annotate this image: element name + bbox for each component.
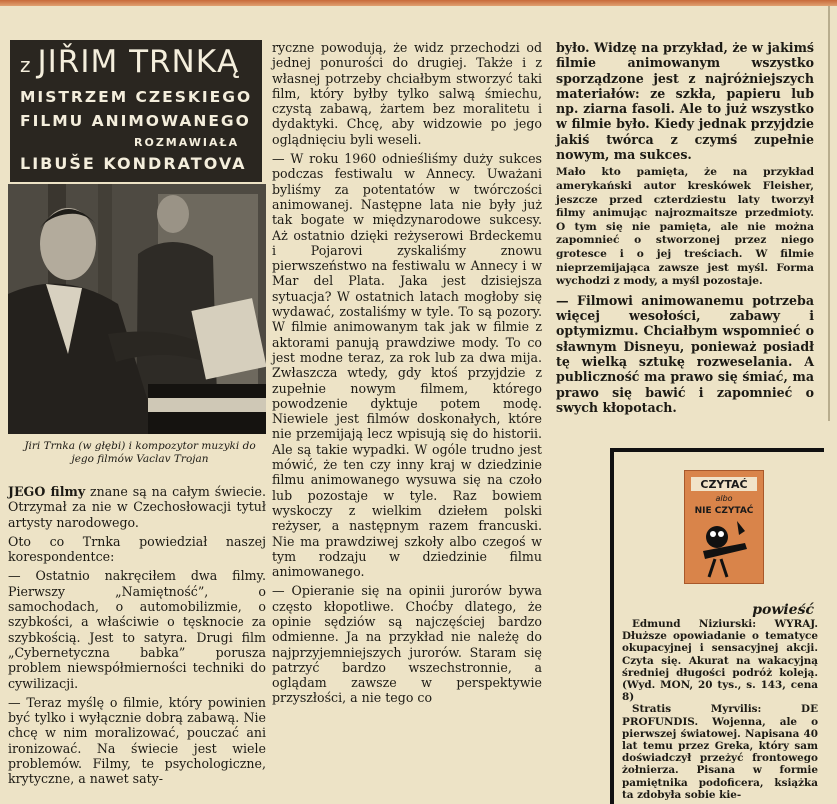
photo-illustration [8, 184, 266, 434]
article-column-1 [8, 484, 266, 787]
article-column-3 [556, 40, 814, 415]
logo-text-top: CZYTAĆ [700, 478, 748, 491]
paragraph: — W roku 1960 odnieśliśmy duży sukces podczas festiwalu w Annecy. Uważani byliśmy za potentatów w twórczości animowanej. Następne lata nie były już tak bogate w międzynarodowe sukcesy. Aż ostatnio dzięki reżyserowi Brdeckemu i Pojarovi zyskaliśmy znowu pierwszeństwo na festiwalu w Annecy i w Mar del Plata. Jaka jest dzisiejsza sytuacja? W ostatnich latach mogłoby się wydawać, zostaliśmy w tyle. To są pozory. W filmie animowanym tak jak w filmie z aktorami panują prawdziwe mody. To co jest modne teraz, za rok lub za dwa mija. Zwłaszcza wtedy, gdy ktoś przyjdzie z zupełnie nowym filmem, którego powodzenie dyktuje potem modę. Niewiele jest filmów doskonałych, które nie przemijają lecz wpisują się do historii. Ale są takie wypadki. W ogóle trudno jest mówić, że ten czy inny kraj w dziedzinie filmu animowanego wysuwa się na czoło lub pozostaje w tyle. Raz bowiem wyskoczy z wielkim dziełem polski reżyser, a następnym razem francuski. Nie ma prawdziwej szkoły albo czegoś w tym rodzaju w dziedzinie filmu animowanego. [272, 151, 542, 580]
paragraph: ryczne powodują, że widz przechodzi od jednej ponurości do drugiej. Także i z własnej potrzeby chciałbym stworzyć taki film, który byłby tylko salwą śmiechu, czystą zabawą, żartem bez moralitetu i dydaktyki. Chcę, aby widzowie po jego oglądnięciu byli weseli. [272, 40, 542, 147]
article-title-block [10, 40, 262, 182]
lead-rest-text: znane są na całym świecie. Otrzymał za nie w Czechosłowacji tytuł artysty narodowego. [8, 484, 266, 530]
review-author: Stratis Myrvilis: [632, 703, 762, 716]
article-title [20, 44, 239, 80]
article-column-2 [272, 40, 542, 706]
review-text: DE PROFUNDIS. Wojenna, ale o pierwszej światowej. Napisana 40 lat temu przez Greka, który sam doświadczył przeżyć frontowego żołnierza. Pisana w formie pamiętnika podoficera, książka ta zdobyła sobie kie- [622, 703, 818, 801]
byline-author: LIBUŠE KONDRATOVA [20, 154, 247, 173]
czytac-logo-icon [685, 471, 763, 583]
lead-paragraph [8, 484, 266, 530]
paragraph-small: Mało kto pamięta, że na przykład amerykański autor kreskówek Fleisher, jeszcze przed czterdziestu laty tworzył filmy animując najrozmaitsze przedmioty. O tym się nie pamięta, ale nie można zapomnieć o stworzonej przez niego grotesce i o jej treściach. W filmie nieprzemijająca zawsze jest myśl. Forma wychodzi z mody, a myśl pozostaje. [556, 166, 814, 288]
byline-label: ROZMAWIAŁA [134, 136, 240, 149]
review-box [610, 448, 824, 804]
paragraph: — Teraz myślę o filmie, który powinien być tylko i wyłącznie dobrą zabawą. Nie chcę w nim moralizować, pouczać ani ironizować. Na świecie jest wiele problemów. Filmy, te psychologiczne, krytyczne, a nawet saty- [8, 694, 266, 787]
title-name: JIŘIM TRNKĄ [37, 44, 240, 80]
title-prefix: z [20, 53, 32, 77]
page-top-strip [0, 0, 837, 6]
logo-text-mid: albo [715, 494, 733, 503]
logo-text-bottom: NIE CZYTAĆ [694, 506, 754, 516]
photo-trnka-trojan [8, 184, 266, 434]
paragraph: — Ostatnio nakręciłem dwa filmy. Pierwszy „Namiętność”, o samochodach, o automobilizmie, o szybkości, a właściwie o tęsknocie za szybkością. Jest to satyra. Drugi film „Cybernetyczna babka” porusza problem niewspółmierności techniki do cywilizacji. [8, 568, 266, 691]
lead-bold-text: JEGO filmy [8, 484, 86, 499]
czytac-logo [684, 470, 764, 584]
review-entries [622, 618, 818, 801]
review-entry [622, 703, 818, 801]
paragraph: — Opieranie się na opinii jurorów bywa często kłopotliwe. Choćby dlatego, że opinie sędziów są najczęściej bardzo odmienne. Ja na przykład nie należę do najprzyjemniejszych jurorów. Staram się patrzyć bardzo wszechstronnie, a oglądam zawsze w perspektywie przyszłości, a nie tego co [272, 583, 542, 706]
review-entry [622, 618, 818, 703]
subtitle-line-2: FILMU ANIMOWANEGO [20, 112, 251, 130]
review-text: WYRAJ. Dłuższe opowiadanie o tematyce okupacyjnej i sensacyjnej akcji. Czyta się. Akurat na wakacyjną średniej długości podróż koleją. (Wyd. MON, 20 tys., s. 143, cena 8) [622, 618, 818, 704]
review-author: Edmund Niziurski: [632, 618, 757, 630]
paragraph: było. Widzę na przykład, że w jakimś filmie animowanym wszystko sporządzone jest z najróżniejszych materiałów: ze szkła, papieru lub np. ziarna fasoli. Ale to już wszystko w filmie było. Kiedy jednak przyjdzie jakiś twórca z czymś zupełnie nowym, ma sukces. [556, 40, 814, 163]
photo-caption: Jiri Trnka (w głębi) i kompozytor muzyki do jego filmów Vaclav Trojan [24, 440, 256, 465]
review-genre: powieść [752, 602, 814, 618]
paragraph: — Filmowi animowanemu potrzeba więcej wesołości, zabawy i optymizmu. Chciałbym wspomnieć o sławnym Disneyu, ponieważ posiadł tę wielką sztukę rozweselania. A publiczność ma prawo się śmiać, ma prawo się bawić i zapomnieć o swych kłopotach. [556, 292, 814, 415]
subtitle-line-1: MISTRZEM CZESKIEGO [20, 88, 253, 106]
paragraph: Oto co Trnka powiedział naszej korespondentce: [8, 533, 266, 565]
column-rule [828, 6, 830, 421]
